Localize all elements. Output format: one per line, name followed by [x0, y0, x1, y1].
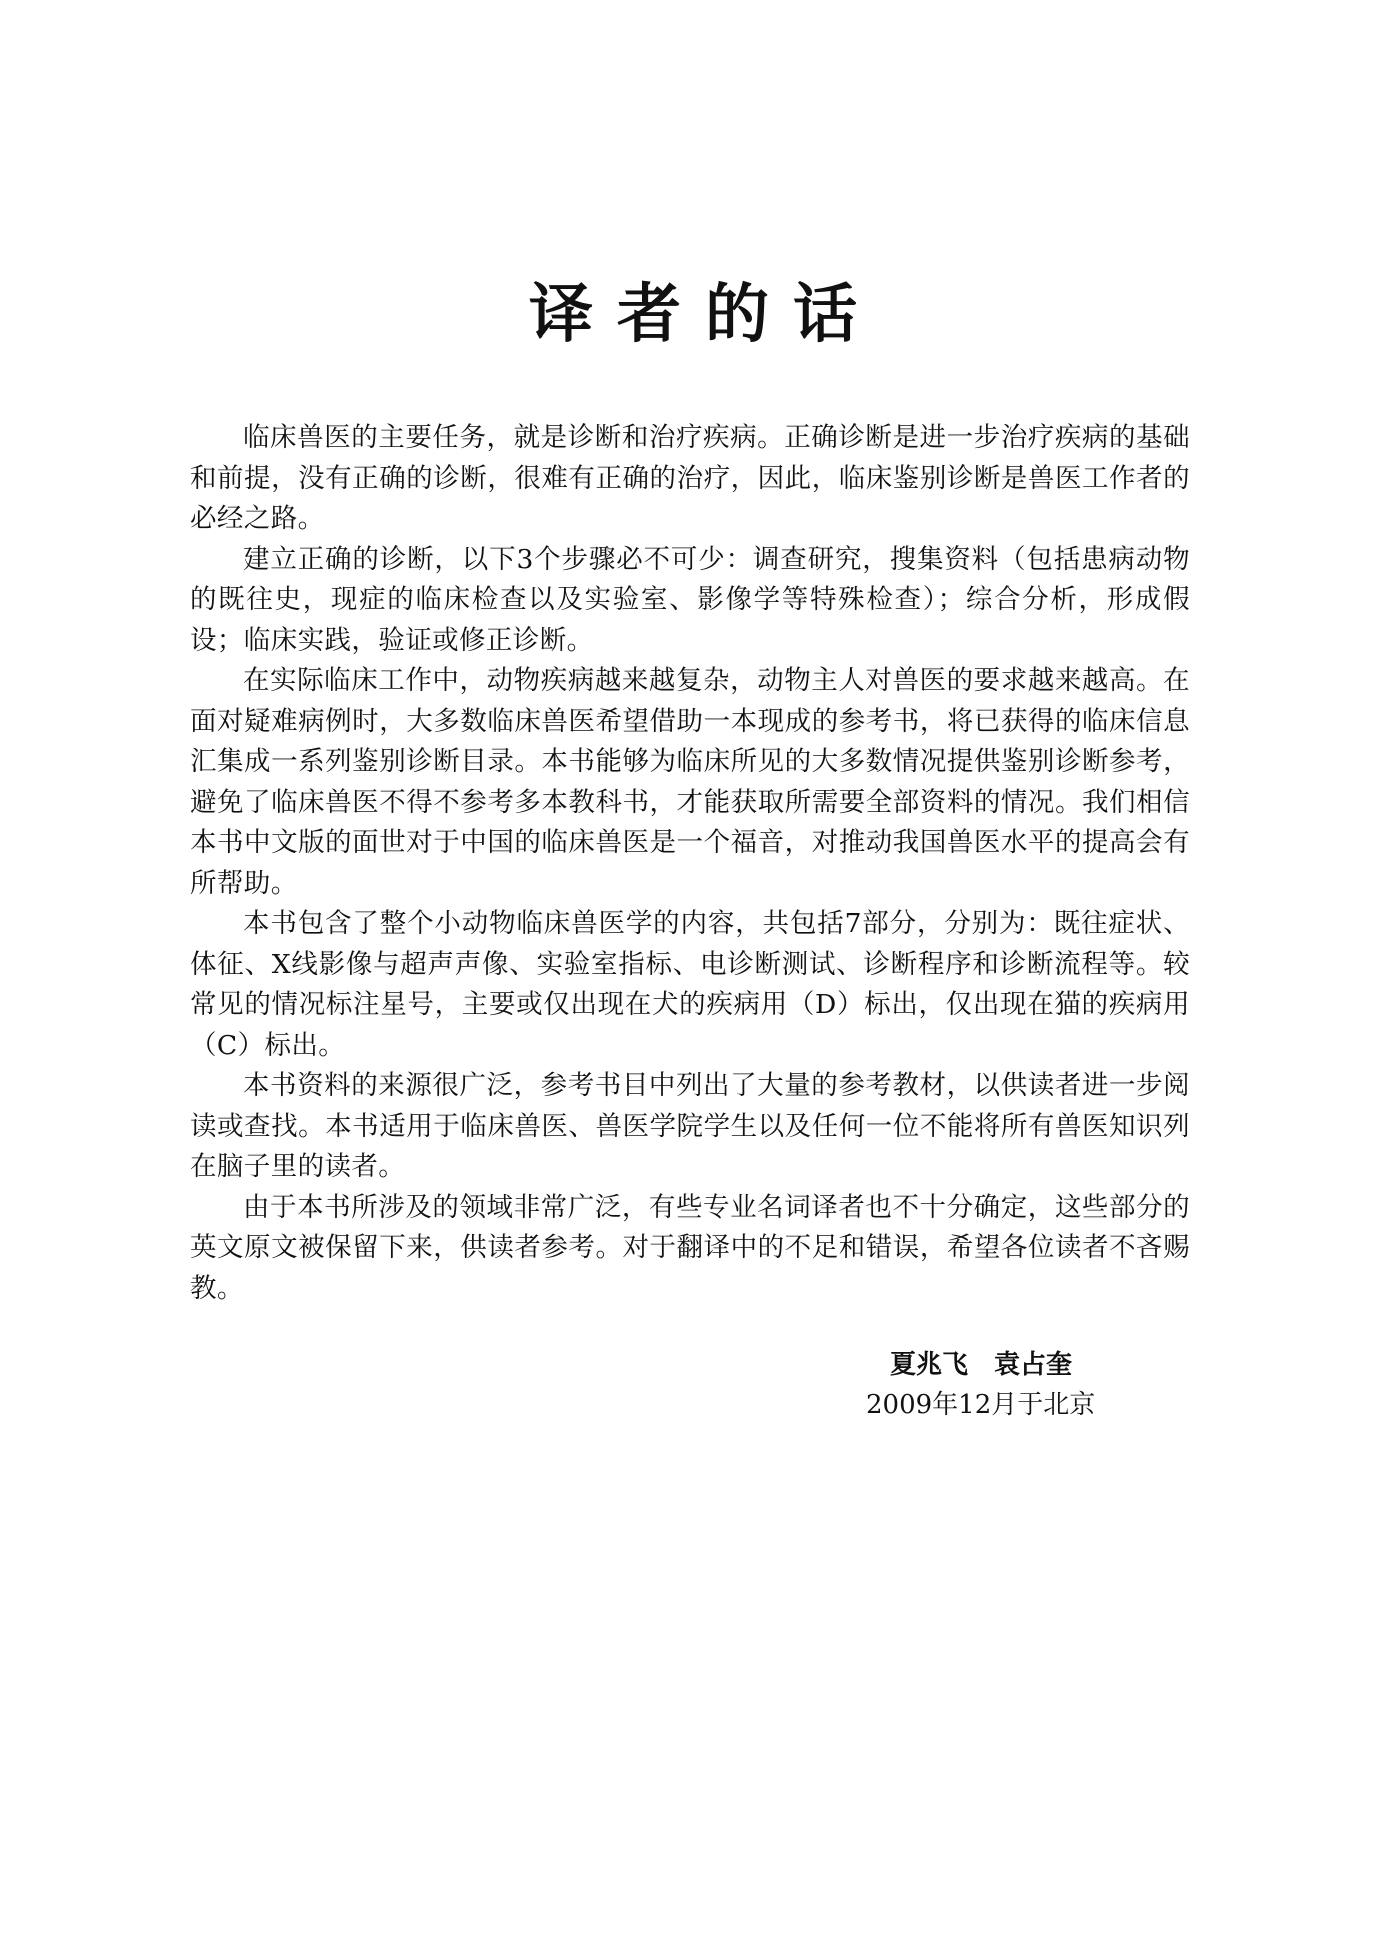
page-title: 译者的话: [529, 278, 881, 352]
paragraph: 由于本书所涉及的领域非常广泛，有些专业名词译者也不十分确定，这些部分的英文原文被保留下来，供读者参考。对于翻译中的不足和错误，希望各位读者不吝赐教。: [190, 1191, 1190, 1304]
paragraph: 本书资料的来源很广泛，参考书目中列出了大量的参考教材，以供读者进一步阅读或查找。本书适用于临床兽医、兽医学院学生以及任何一位不能将所有兽医知识列在脑子里的读者。: [190, 1070, 1190, 1182]
signature-date: 2009年12月于北京: [866, 1390, 1096, 1420]
paragraph: 建立正确的诊断，以下3个步骤必不可少：调查研究，搜集资料（包括患病动物的既往史，现症的临床检查以及实验室、影像学等特殊检查）；综合分析，形成假设；临床实践，验证或修正诊断。: [190, 543, 1190, 656]
paragraph: 本书包含了整个小动物临床兽医学的内容，共包括7部分，分别为：既往症状、体征、X线影像与超声声像、实验室指标、电诊断测试、诊断程序和诊断流程等。较常见的情况标注星号，主要或仅出现在犬的疾病用（D）标出，仅出现在猫的疾病用（C）标出。: [190, 908, 1190, 1061]
preface-body: [190, 418, 1190, 1309]
paragraph: 临床兽医的主要任务，就是诊断和治疗疾病。正确诊断是进一步治疗疾病的基础和前提，没有正确的诊断，很难有正确的治疗，因此，临床鉴别诊断是兽医工作者的必经之路。: [190, 422, 1190, 534]
paragraph: 在实际临床工作中，动物疾病越来越复杂，动物主人对兽医的要求越来越高。在面对疑难病例时，大多数临床兽医希望借助一本现成的参考书，将已获得的临床信息汇集成一系列鉴别诊断目录。本书能够为临床所见的大多数情况提供鉴别诊断参考，避免了临床兽医不得不参考多本教科书，才能获取所需要全部资料的情况。我们相信本书中文版的面世对于中国的临床兽医是一个福音，对推动我国兽医水平的提高会有所帮助。: [190, 665, 1190, 899]
translator-names: 夏兆飞 袁占奎: [890, 1350, 1073, 1380]
